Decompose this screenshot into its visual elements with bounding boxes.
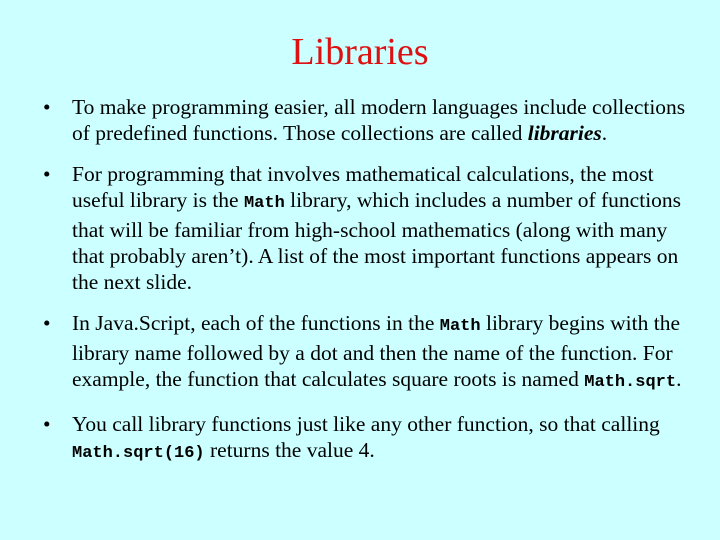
code-text: Math.sqrt(16) — [72, 444, 205, 463]
bullet-marker: • — [43, 95, 51, 119]
bullet-text: In Java.Script, each of the functions in the — [72, 311, 440, 335]
bullet-text: library, which includes a number of functions that will be familiar from high-school mathematics (along with many that probably aren’t). A list of the most important functions appears on the next slide. — [72, 188, 682, 294]
code-text: Math — [439, 317, 481, 336]
bullet-text: For programming that involves mathematical calculations, the most useful library is the — [72, 162, 654, 212]
bullet-text: To make programming easier, all modern languages include collections of predefined functions. Those collections are called — [72, 95, 686, 145]
emphasized-term: libraries — [527, 121, 602, 145]
bullet-text: You call library functions just like any other function, so that calling — [72, 412, 660, 436]
bullet-text: . — [601, 121, 608, 145]
bullet-text: . — [676, 367, 682, 391]
bullet-marker: • — [43, 311, 51, 335]
slide-title: Libraries — [291, 31, 429, 73]
bullet-item-libraries — [43, 94, 693, 146]
bullet-item-javascript-math — [43, 310, 693, 396]
bullet-text: library begins with the library name followed by a dot and then the name of the function. For example, the function that calculates square roots is named — [72, 311, 681, 391]
code-text: Math — [243, 194, 285, 213]
bullet-list — [43, 94, 693, 482]
bullet-item-math-library — [43, 161, 693, 295]
bullet-marker: • — [43, 162, 51, 186]
bullet-item-calling-functions — [43, 411, 693, 467]
bullet-text: returns the value 4. — [204, 438, 375, 462]
code-text: Math.sqrt — [584, 373, 677, 392]
bullet-marker: • — [43, 412, 51, 436]
